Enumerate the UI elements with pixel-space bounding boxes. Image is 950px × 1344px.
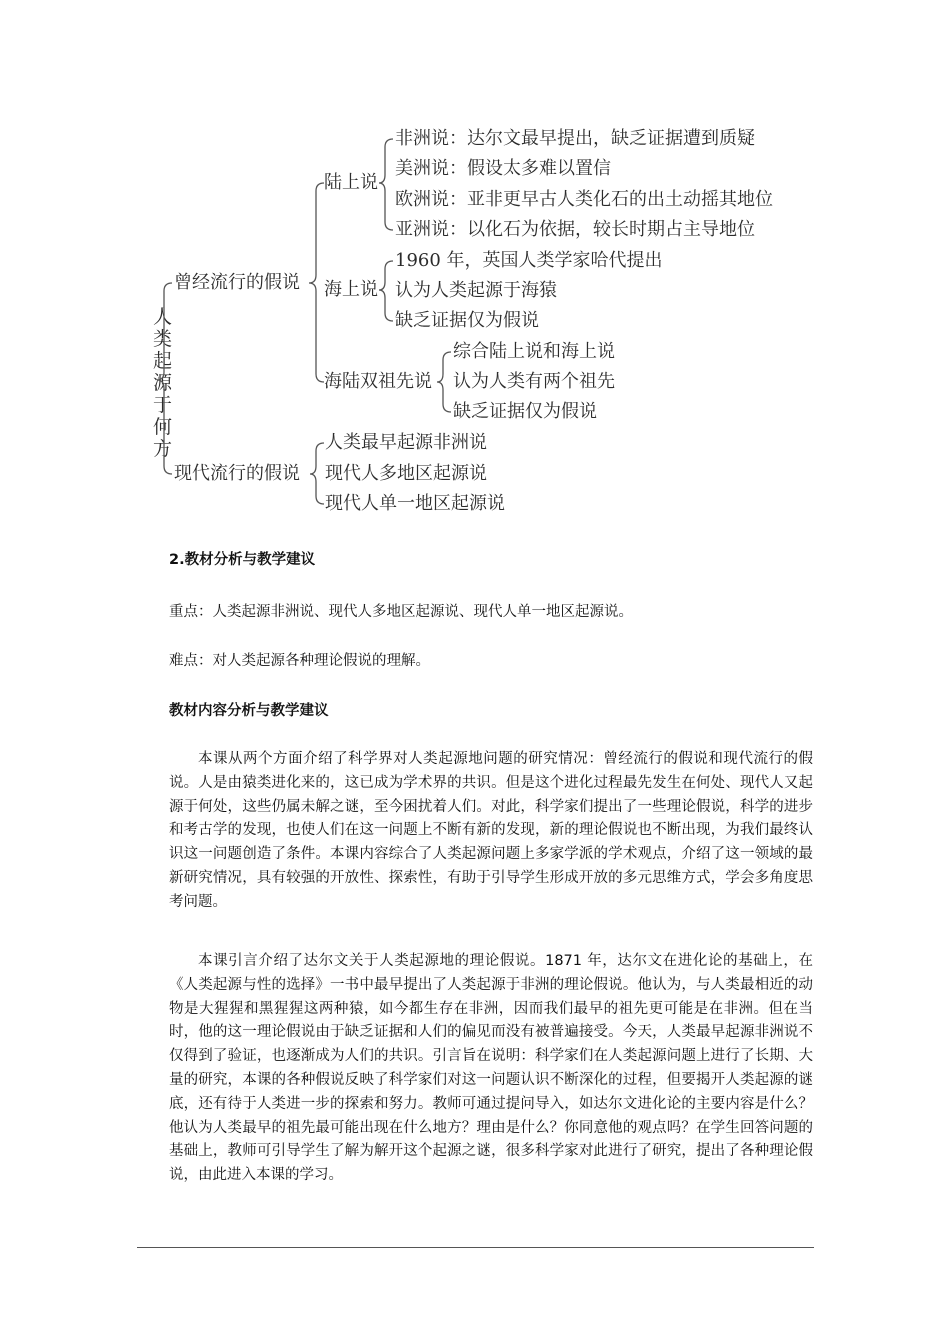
root-char: 何: [153, 416, 173, 438]
key-point-text: 重点：人类起源非洲说、现代人多地区起源说、现代人单一地区起源说。: [169, 604, 633, 620]
land-brace: [379, 139, 393, 230]
sea-hypothesis-label: 海上说: [324, 279, 378, 300]
dual-item: 缺乏证据仅为假说: [453, 401, 597, 422]
root-char: 人: [153, 306, 173, 328]
dual-brace: [437, 352, 451, 412]
past-brace: [309, 183, 324, 382]
difficulty-text: 难点：对人类起源各种理论假说的理解。: [169, 653, 430, 669]
modern-item: 人类最早起源非洲说: [325, 432, 487, 453]
land-item: 非洲说：达尔文最早提出，缺乏证据遭到质疑: [395, 128, 755, 149]
footer-divider: [137, 1247, 814, 1248]
modern-items: [325, 432, 505, 514]
root-char: 于: [153, 394, 173, 416]
dual-items: [453, 341, 615, 422]
sea-item: 缺乏证据仅为假说: [395, 310, 539, 331]
modern-brace: [310, 443, 324, 504]
origin-hypotheses-diagram: [0, 0, 950, 530]
section-title: 2.教材分析与教学建议: [169, 552, 316, 568]
paragraph: 本课从两个方面介绍了科学界对人类起源地问题的研究情况：曾经流行的假说和现代流行的假说。人是由猿类进化来的，这已成为学术界的共识。但是这个进化过程最先发生在何处、现代人又起源于何处，这些仍属未解之谜，至今困扰着人们。对此，科学家们提出了一些理论假说，科学的进步和考古学的发现，也使人们在这一问题上不断有新的发现，新的理论假说也不断出现，为我们最终认识这一问题创造了条件。本课内容综合了人类起源问题上多家学派的学术观点，介绍了这一领域的最新研究情况，具有较强的开放性、探索性，有助于引导学生形成开放的多元思维方式，学会多角度思考问题。: [169, 751, 813, 910]
land-item: 美洲说：假设太多难以置信: [395, 158, 611, 179]
paragraph: 本课引言介绍了达尔文关于人类起源地的理论假说。1871 年，达尔文在进化论的基础上，在《人类起源与性的选择》一书中最早提出了人类起源于非洲的理论假说。他认为，与人类最相近的动物是大猩猩和黑猩猩这两种猿，如今都生存在非洲，因而我们最早的祖先更可能是在非洲。但在当时，他的这一理论假说由于缺乏证据和人们的偏见而没有被普遍接受。今天，人类最早起源非洲说不仅得到了验证，也逐渐成为人们的共识。引言旨在说明：科学家们在人类起源问题上进行了长期、大量的研究，本课的各种假说反映了科学家们对这一问题认识不断深化的过程，但要揭开人类起源的谜底，还有待于人类进一步的探索和努力。教师可通过提问导入，如达尔文进化论的主要内容是什么？他认为人类最早的祖先最可能出现在什么地方？理由是什么？你同意他的观点吗？在学生回答问题的基础上，教师可引导学生了解为解开这个起源之谜，很多科学家对此进行了研究，提出了各种理论假说，由此进入本课的学习。: [169, 953, 813, 1184]
root-char: 起: [153, 350, 173, 372]
sea-item: 认为人类起源于海猿: [395, 280, 557, 301]
root-char: 方: [153, 438, 173, 460]
modern-item: 现代人多地区起源说: [325, 463, 487, 484]
modern-item: 现代人单一地区起源说: [325, 493, 505, 514]
root-char: 源: [153, 372, 173, 394]
land-item: 亚洲说：以化石为依据，较长时期占主导地位: [395, 219, 755, 240]
dual-item: 认为人类有两个祖先: [453, 371, 615, 392]
past-hypotheses-label: 曾经流行的假说: [174, 272, 300, 293]
sea-items: [395, 249, 663, 331]
modern-hypotheses-label: 现代流行的假说: [174, 463, 300, 484]
land-hypothesis-label: 陆上说: [324, 172, 378, 193]
sea-item: 1960 年，英国人类学家哈代提出: [395, 250, 663, 271]
dual-ancestor-hypothesis-label: 海陆双祖先说: [324, 371, 432, 392]
sea-brace: [379, 261, 393, 321]
root-char: 类: [153, 328, 173, 350]
content-analysis-title: 教材内容分析与教学建议: [169, 703, 329, 719]
land-items: [395, 127, 773, 240]
land-item: 欧洲说：亚非更早古人类化石的出土动摇其地位: [395, 189, 773, 210]
dual-item: 综合陆上说和海上说: [453, 341, 615, 362]
